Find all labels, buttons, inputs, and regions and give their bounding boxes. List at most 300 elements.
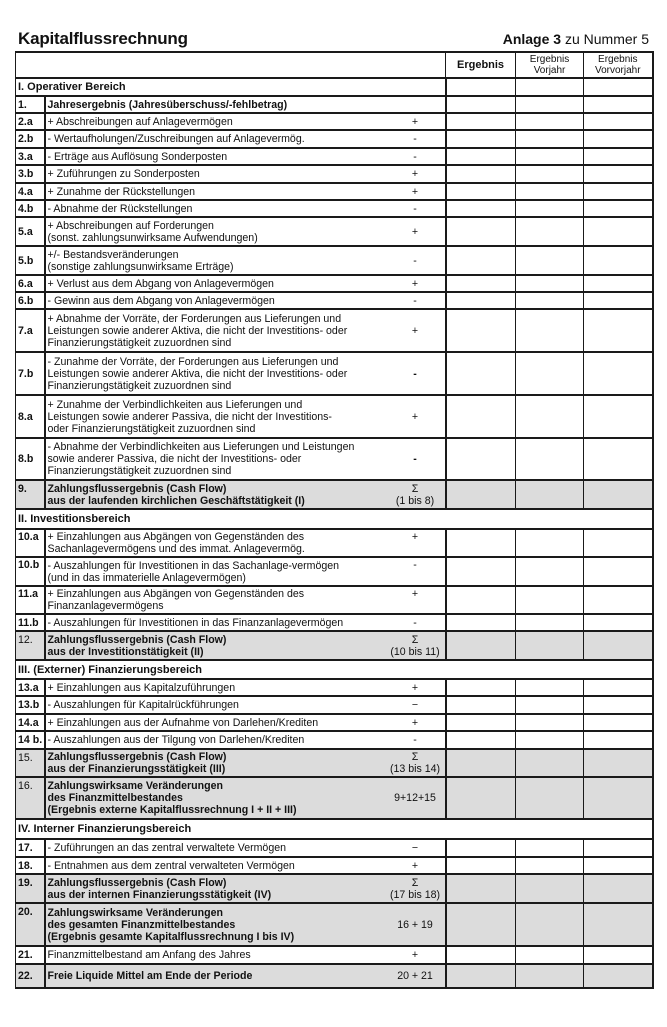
cell-vorjahr[interactable] [516, 857, 584, 874]
cell-vorjahr[interactable] [516, 200, 584, 217]
row-sign: − [386, 696, 446, 714]
row-description-line3: Finanzierungstätigkeit zuzuordnen sind [47, 379, 232, 392]
cell-vorvorjahr[interactable] [584, 857, 653, 874]
row-sign-range: (10 bis 11) [390, 645, 440, 658]
sigma-icon: Σ [411, 876, 419, 889]
row-sign [386, 480, 446, 509]
row-sign: + [386, 714, 446, 731]
row-number: 6.a [16, 275, 45, 292]
table-row [16, 586, 653, 614]
row-description-line2: Finanzanlagevermögens [47, 600, 164, 612]
row-number: 5.a [16, 217, 45, 246]
cell-ergebnis[interactable] [446, 292, 516, 309]
row-sign: 20 + 21 [386, 964, 446, 988]
row-sign [386, 874, 446, 903]
total-row [16, 964, 653, 988]
cell-vorjahr[interactable] [516, 631, 584, 660]
table-header-row [16, 52, 653, 78]
row-description [45, 246, 386, 275]
table-row [16, 148, 653, 165]
row-number: 2.a [16, 113, 45, 130]
row-description-line1: + Abnahme der Vorräte, der Forderungen aus Lieferungen und [47, 312, 342, 325]
section-row-finanzierung-intern [16, 819, 653, 839]
row-description-line1: Zahlungsflussergebnis (Cash Flow) [47, 751, 227, 763]
row-description-line3: Finanzierungstätigkeit zuzuordnen sind [47, 465, 232, 477]
row-sign: + [386, 217, 446, 246]
table-row [16, 96, 653, 113]
table-row [16, 130, 653, 148]
cell-vorvorjahr[interactable] [584, 586, 653, 614]
row-sign: - [386, 557, 446, 586]
cell-vorvorjahr[interactable] [584, 113, 653, 130]
row-description: - Auszahlungen aus der Tilgung von Darlehen/Krediten [45, 731, 386, 749]
total-row [16, 749, 653, 777]
total-row [16, 903, 653, 946]
row-sign: - [386, 200, 446, 217]
cell-vorjahr[interactable] [516, 96, 584, 113]
row-description-line1: Zahlungswirksame Veränderungen [47, 906, 223, 919]
cell-ergebnis[interactable] [446, 309, 516, 352]
row-number: 11.b [16, 614, 45, 631]
row-number: 16. [16, 777, 45, 819]
cell-vorjahr[interactable] [516, 165, 584, 183]
row-description-line1: Zahlungsflussergebnis (Cash Flow) [47, 482, 227, 495]
row-description: - Auszahlungen für Kapitalrückführungen [45, 696, 386, 714]
row-description-line1: - Abnahme der Verbindlichkeiten aus Lieferungen und Leistungen [47, 441, 355, 453]
cell-vorjahr[interactable] [516, 731, 584, 749]
table-row [16, 352, 653, 395]
row-number: 14.a [16, 714, 45, 731]
cell-ergebnis[interactable] [446, 438, 516, 480]
row-description-line3: oder Finanzierungstätigkeit zuzuordnen sind [47, 422, 256, 435]
row-description: - Wertaufholungen/Zuschreibungen auf Anlagevermög. [45, 130, 386, 148]
row-number: 11.a [16, 586, 45, 614]
cell-vorjahr[interactable] [516, 557, 584, 586]
cell-vorvorjahr[interactable] [584, 165, 653, 183]
row-number: 10.b [16, 557, 45, 586]
cell-ergebnis[interactable] [446, 480, 516, 509]
cell-ergebnis[interactable] [446, 529, 516, 557]
row-description-line1: +/- Bestandsveränderungen [47, 248, 179, 261]
row-description-line2: des gesamten Finanzmittelbestandes [47, 918, 236, 931]
row-sign: + [386, 165, 446, 183]
table-row [16, 246, 653, 275]
row-sign: - [386, 614, 446, 631]
row-description: + Zuführungen zu Sonderposten [45, 165, 386, 183]
cell-vorvorjahr[interactable] [584, 438, 653, 480]
row-sign: + [386, 183, 446, 200]
table-row [16, 395, 653, 438]
row-number: 15. [16, 749, 45, 777]
cell-vorvorjahr[interactable] [584, 183, 653, 200]
annex-label [503, 31, 649, 47]
cell-ergebnis[interactable] [446, 130, 516, 148]
cell-vorvorjahr[interactable] [584, 839, 653, 857]
cell-vorjahr[interactable] [516, 480, 584, 509]
row-description [45, 631, 386, 660]
row-number: 19. [16, 874, 45, 903]
cell-ergebnis[interactable] [446, 246, 516, 275]
cell-vorjahr[interactable] [516, 309, 584, 352]
cell-ergebnis[interactable] [446, 78, 516, 96]
row-sign: - [386, 731, 446, 749]
row-number: 3.a [16, 148, 45, 165]
table-row [16, 946, 653, 964]
cell-ergebnis[interactable] [446, 714, 516, 731]
column-header-vorjahr [516, 52, 584, 78]
annex-number: Anlage 3 [502, 31, 562, 47]
row-description-line1: + Abschreibungen auf Forderungen [47, 219, 214, 232]
row-number: 1. [16, 96, 45, 113]
row-sign: + [386, 679, 446, 696]
row-description: + Einzahlungen aus der Aufnahme von Darlehen/Krediten [45, 714, 386, 731]
row-description: + Verlust aus dem Abgang von Anlagevermögen [45, 275, 386, 292]
cell-vorjahr[interactable] [516, 614, 584, 631]
row-description [45, 586, 386, 614]
cell-ergebnis[interactable] [446, 586, 516, 614]
total-row [16, 777, 653, 819]
row-sign: 16 + 19 [386, 903, 446, 946]
table-row [16, 557, 653, 586]
row-description [45, 438, 386, 480]
row-description-line1: + Zunahme der Verbindlichkeiten aus Lieferungen und [47, 398, 303, 411]
row-number: 8.b [16, 438, 45, 480]
row-sign: + [386, 946, 446, 964]
cell-vorjahr[interactable] [516, 217, 584, 246]
cell-vorvorjahr[interactable] [584, 749, 653, 777]
column-header-vorvorjahr-line2: Vorvorjahr [594, 65, 641, 76]
cell-vorvorjahr[interactable] [584, 395, 653, 438]
row-number: 10.a [16, 529, 45, 557]
row-description: - Auszahlungen für Investitionen in das Finanzanlagevermögen [45, 614, 386, 631]
cell-vorjahr[interactable] [516, 78, 584, 96]
total-row [16, 480, 653, 509]
cell-vorjahr[interactable] [516, 183, 584, 200]
row-description-line1: Zahlungsflussergebnis (Cash Flow) [47, 876, 227, 889]
cell-vorvorjahr[interactable] [584, 777, 653, 819]
row-description: Finanzmittelbestand am Anfang des Jahres [45, 946, 386, 964]
cell-vorjahr[interactable] [516, 839, 584, 857]
row-sign: + [386, 275, 446, 292]
cell-ergebnis[interactable] [446, 165, 516, 183]
section-label: III. (Externer) Finanzierungsbereich [16, 660, 653, 679]
column-header-vorvorjahr-line1: Ergebnis [598, 54, 638, 65]
row-sign: + [386, 395, 446, 438]
row-description-line2: aus der internen Finanzierungsstätigkeit (IV) [47, 888, 272, 901]
row-description [45, 480, 386, 509]
cell-vorvorjahr[interactable] [584, 200, 653, 217]
row-description: - Abnahme der Rückstellungen [45, 200, 386, 217]
table-row [16, 614, 653, 631]
cell-ergebnis[interactable] [446, 113, 516, 130]
cell-ergebnis[interactable] [446, 275, 516, 292]
table-row [16, 679, 653, 696]
cell-vorjahr[interactable] [516, 714, 584, 731]
cell-vorvorjahr[interactable] [584, 874, 653, 903]
row-description-line2: aus der laufenden kirchlichen Geschäftstätigkeit (I) [47, 494, 305, 507]
header-blank-cell [16, 52, 446, 78]
row-number: 4.b [16, 200, 45, 217]
cell-vorvorjahr[interactable] [584, 130, 653, 148]
cell-vorvorjahr[interactable] [584, 946, 653, 964]
row-sign: - [386, 292, 446, 309]
row-sign [386, 749, 446, 777]
cell-ergebnis[interactable] [446, 148, 516, 165]
row-description-line1: Zahlungswirksame Veränderungen [47, 780, 223, 792]
row-sign [386, 96, 446, 113]
row-description-line1: Zahlungsflussergebnis (Cash Flow) [47, 633, 227, 646]
row-sign: − [386, 839, 446, 857]
cell-vorvorjahr[interactable] [584, 614, 653, 631]
cell-vorjahr[interactable] [516, 148, 584, 165]
cell-ergebnis[interactable] [446, 557, 516, 586]
cell-vorvorjahr[interactable] [584, 903, 653, 946]
row-sign: 9+12+15 [386, 777, 446, 819]
row-sign: + [386, 586, 446, 614]
row-description-line2: des Finanzmittelbestandes [47, 792, 183, 804]
row-description: Jahresergebnis (Jahresüberschuss/-fehlbetrag) [45, 96, 386, 113]
cell-vorjahr[interactable] [516, 529, 584, 557]
row-description: + Einzahlungen aus Kapitalzuführungen [45, 679, 386, 696]
cell-vorjahr[interactable] [516, 874, 584, 903]
sigma-icon: Σ [411, 751, 419, 763]
row-description-line1: - Auszahlungen für Investitionen in das Sachanlage-vermögen [47, 559, 340, 572]
cell-ergebnis[interactable] [446, 731, 516, 749]
row-description: - Entnahmen aus dem zentral verwalteten Vermögen [45, 857, 386, 874]
annex-suffix: zu Nummer 5 [561, 31, 649, 47]
row-number: 4.a [16, 183, 45, 200]
row-description [45, 395, 386, 438]
section-row-investition [16, 509, 653, 529]
cell-vorvorjahr[interactable] [584, 78, 653, 96]
row-number: 14 b. [16, 731, 45, 749]
cell-vorvorjahr[interactable] [584, 731, 653, 749]
cell-vorjahr[interactable] [516, 395, 584, 438]
row-number: 7.a [16, 309, 45, 352]
cell-vorvorjahr[interactable] [584, 714, 653, 731]
cell-vorvorjahr[interactable] [584, 679, 653, 696]
cell-vorjahr[interactable] [516, 679, 584, 696]
cell-ergebnis[interactable] [446, 183, 516, 200]
row-sign: + [386, 857, 446, 874]
cell-vorjahr[interactable] [516, 438, 584, 480]
row-number: 9. [16, 480, 45, 509]
row-description [45, 874, 386, 903]
table-row [16, 165, 653, 183]
total-row [16, 874, 653, 903]
row-sign-range: (17 bis 18) [389, 888, 441, 901]
section-row-finanzierung-extern [16, 660, 653, 679]
row-number: 17. [16, 839, 45, 857]
row-number: 22. [16, 964, 45, 988]
table-row [16, 731, 653, 749]
column-header-vorjahr-line2: Vorjahr [533, 65, 566, 76]
row-description: - Gewinn aus dem Abgang von Anlagevermögen [45, 292, 386, 309]
row-description [45, 777, 386, 819]
row-description-line2: (sonstige zahlungsunwirksame Erträge) [47, 260, 234, 273]
table-row [16, 292, 653, 309]
cell-vorjahr[interactable] [516, 292, 584, 309]
cell-ergebnis[interactable] [446, 839, 516, 857]
cell-vorjahr[interactable] [516, 964, 584, 988]
row-description [45, 529, 386, 557]
row-description [45, 217, 386, 246]
section-row-operativ [16, 78, 653, 96]
row-description-line2: Sachanlagevermögens und des immat. Anlagevermög. [47, 543, 305, 555]
cell-vorjahr[interactable] [516, 749, 584, 777]
cash-flow-table [15, 51, 654, 989]
table-row [16, 309, 653, 352]
cell-vorjahr[interactable] [516, 946, 584, 964]
row-number: 8.a [16, 395, 45, 438]
row-description [45, 903, 386, 946]
sigma-icon: Σ [411, 633, 419, 646]
row-description-line1: + Einzahlungen aus Abgängen von Gegenständen des [47, 531, 305, 543]
cell-vorjahr[interactable] [516, 777, 584, 819]
cell-ergebnis[interactable] [446, 96, 516, 113]
cell-ergebnis[interactable] [446, 777, 516, 819]
cell-vorjahr[interactable] [516, 130, 584, 148]
row-description-line2: (sonst. zahlungsunwirksame Aufwendungen) [47, 231, 258, 244]
row-sign-range: (1 bis 8) [395, 494, 435, 507]
row-description [45, 309, 386, 352]
row-number: 6.b [16, 292, 45, 309]
cell-ergebnis[interactable] [446, 696, 516, 714]
row-sign: + [386, 113, 446, 130]
row-sign: - [386, 130, 446, 148]
row-number: 18. [16, 857, 45, 874]
section-label: IV. Interner Finanzierungsbereich [16, 819, 653, 839]
table-row [16, 438, 653, 480]
row-sign: + [386, 529, 446, 557]
cell-ergebnis[interactable] [446, 874, 516, 903]
cell-vorvorjahr[interactable] [584, 309, 653, 352]
cell-ergebnis[interactable] [446, 614, 516, 631]
row-description: + Abschreibungen auf Anlagevermögen [45, 113, 386, 130]
cell-vorvorjahr[interactable] [584, 964, 653, 988]
cell-vorvorjahr[interactable] [584, 148, 653, 165]
cell-vorvorjahr[interactable] [584, 696, 653, 714]
table-row [16, 696, 653, 714]
row-description: - Erträge aus Auflösung Sonderposten [45, 148, 386, 165]
cell-vorjahr[interactable] [516, 352, 584, 395]
row-number: 12. [16, 631, 45, 660]
table-row [16, 183, 653, 200]
cell-vorjahr[interactable] [516, 903, 584, 946]
row-sign [386, 631, 446, 660]
row-description [45, 352, 386, 395]
table-row [16, 217, 653, 246]
cell-ergebnis[interactable] [446, 200, 516, 217]
table-row [16, 839, 653, 857]
row-description-line2: Leistungen sowie anderer Aktiva, die nicht der Investitions- oder [47, 367, 348, 380]
table-row [16, 529, 653, 557]
cell-ergebnis[interactable] [446, 217, 516, 246]
table-row [16, 857, 653, 874]
cell-ergebnis[interactable] [446, 395, 516, 438]
row-description-line2: aus der Investitionstätigkeit (II) [47, 645, 204, 658]
row-sign: - [386, 148, 446, 165]
cell-vorjahr[interactable] [516, 586, 584, 614]
row-description-line1: - Zunahme der Vorräte, der Forderungen aus Lieferungen und [47, 355, 339, 368]
row-description: Freie Liquide Mittel am Ende der Periode [45, 964, 386, 988]
row-number: 7.b [16, 352, 45, 395]
cell-vorvorjahr[interactable] [584, 292, 653, 309]
row-description-line3: (Ergebnis externe Kapitalflussrechnung I + II + III) [47, 804, 297, 816]
row-description-line2: (und in das immaterielle Anlagevermögen) [47, 571, 246, 584]
row-description: + Zunahme der Rückstellungen [45, 183, 386, 200]
cell-ergebnis[interactable] [446, 964, 516, 988]
table-row [16, 714, 653, 731]
cell-ergebnis[interactable] [446, 679, 516, 696]
row-number: 3.b [16, 165, 45, 183]
row-sign: - [386, 438, 446, 480]
section-label: I. Operativer Bereich [16, 78, 446, 96]
column-header-ergebnis: Ergebnis [446, 52, 516, 78]
cell-vorvorjahr[interactable] [584, 246, 653, 275]
row-sign-range: (13 bis 14) [389, 763, 441, 775]
row-description-line1: + Einzahlungen aus Abgängen von Gegenständen des [47, 588, 305, 600]
cell-vorvorjahr[interactable] [584, 557, 653, 586]
cell-ergebnis[interactable] [446, 352, 516, 395]
cell-vorjahr[interactable] [516, 696, 584, 714]
table-row [16, 275, 653, 292]
cell-vorvorjahr[interactable] [584, 529, 653, 557]
cell-ergebnis[interactable] [446, 857, 516, 874]
row-description-line2: Leistungen sowie anderer Aktiva, die nicht der Investitions- oder [47, 324, 348, 337]
cell-ergebnis[interactable] [446, 749, 516, 777]
row-number: 2.b [16, 130, 45, 148]
row-description-line2: sowie anderer Passiva, die nicht der Investitions- oder [47, 453, 302, 465]
cell-vorvorjahr[interactable] [584, 217, 653, 246]
cell-vorvorjahr[interactable] [584, 480, 653, 509]
cell-vorjahr[interactable] [516, 113, 584, 130]
total-row [16, 631, 653, 660]
sigma-icon: Σ [411, 482, 419, 495]
column-header-vorjahr-line1: Ergebnis [529, 54, 570, 65]
cell-vorvorjahr[interactable] [584, 631, 653, 660]
section-label: II. Investitionsbereich [16, 509, 653, 529]
column-header-vorvorjahr [584, 52, 653, 78]
row-description-line3: Finanzierungstätigkeit zuzuordnen sind [47, 336, 232, 349]
row-number: 5.b [16, 246, 45, 275]
row-number: 20. [16, 903, 45, 946]
cell-vorjahr[interactable] [516, 246, 584, 275]
row-description-line2: aus der Finanzierungsstätigkeit (III) [47, 763, 226, 775]
row-sign: - [386, 352, 446, 395]
cell-vorvorjahr[interactable] [584, 96, 653, 113]
cell-vorvorjahr[interactable] [584, 352, 653, 395]
row-sign: - [386, 246, 446, 275]
row-sign: + [386, 309, 446, 352]
row-number: 13.b [16, 696, 45, 714]
cell-ergebnis[interactable] [446, 946, 516, 964]
row-description-line3: (Ergebnis gesamte Kapitalflussrechnung I bis IV) [47, 930, 295, 943]
cell-ergebnis[interactable] [446, 631, 516, 660]
row-number: 21. [16, 946, 45, 964]
row-description [45, 749, 386, 777]
row-number: 13.a [16, 679, 45, 696]
table-row [16, 113, 653, 130]
cell-ergebnis[interactable] [446, 903, 516, 946]
document-title: Kapitalflussrechnung [18, 29, 188, 48]
row-description [45, 557, 386, 586]
cell-vorjahr[interactable] [516, 275, 584, 292]
row-description: - Zuführungen an das zentral verwaltete Vermögen [45, 839, 386, 857]
row-description-line2: Leistungen sowie anderer Passiva, die nicht der Investitions- [47, 410, 332, 423]
cell-vorvorjahr[interactable] [584, 275, 653, 292]
table-row [16, 200, 653, 217]
